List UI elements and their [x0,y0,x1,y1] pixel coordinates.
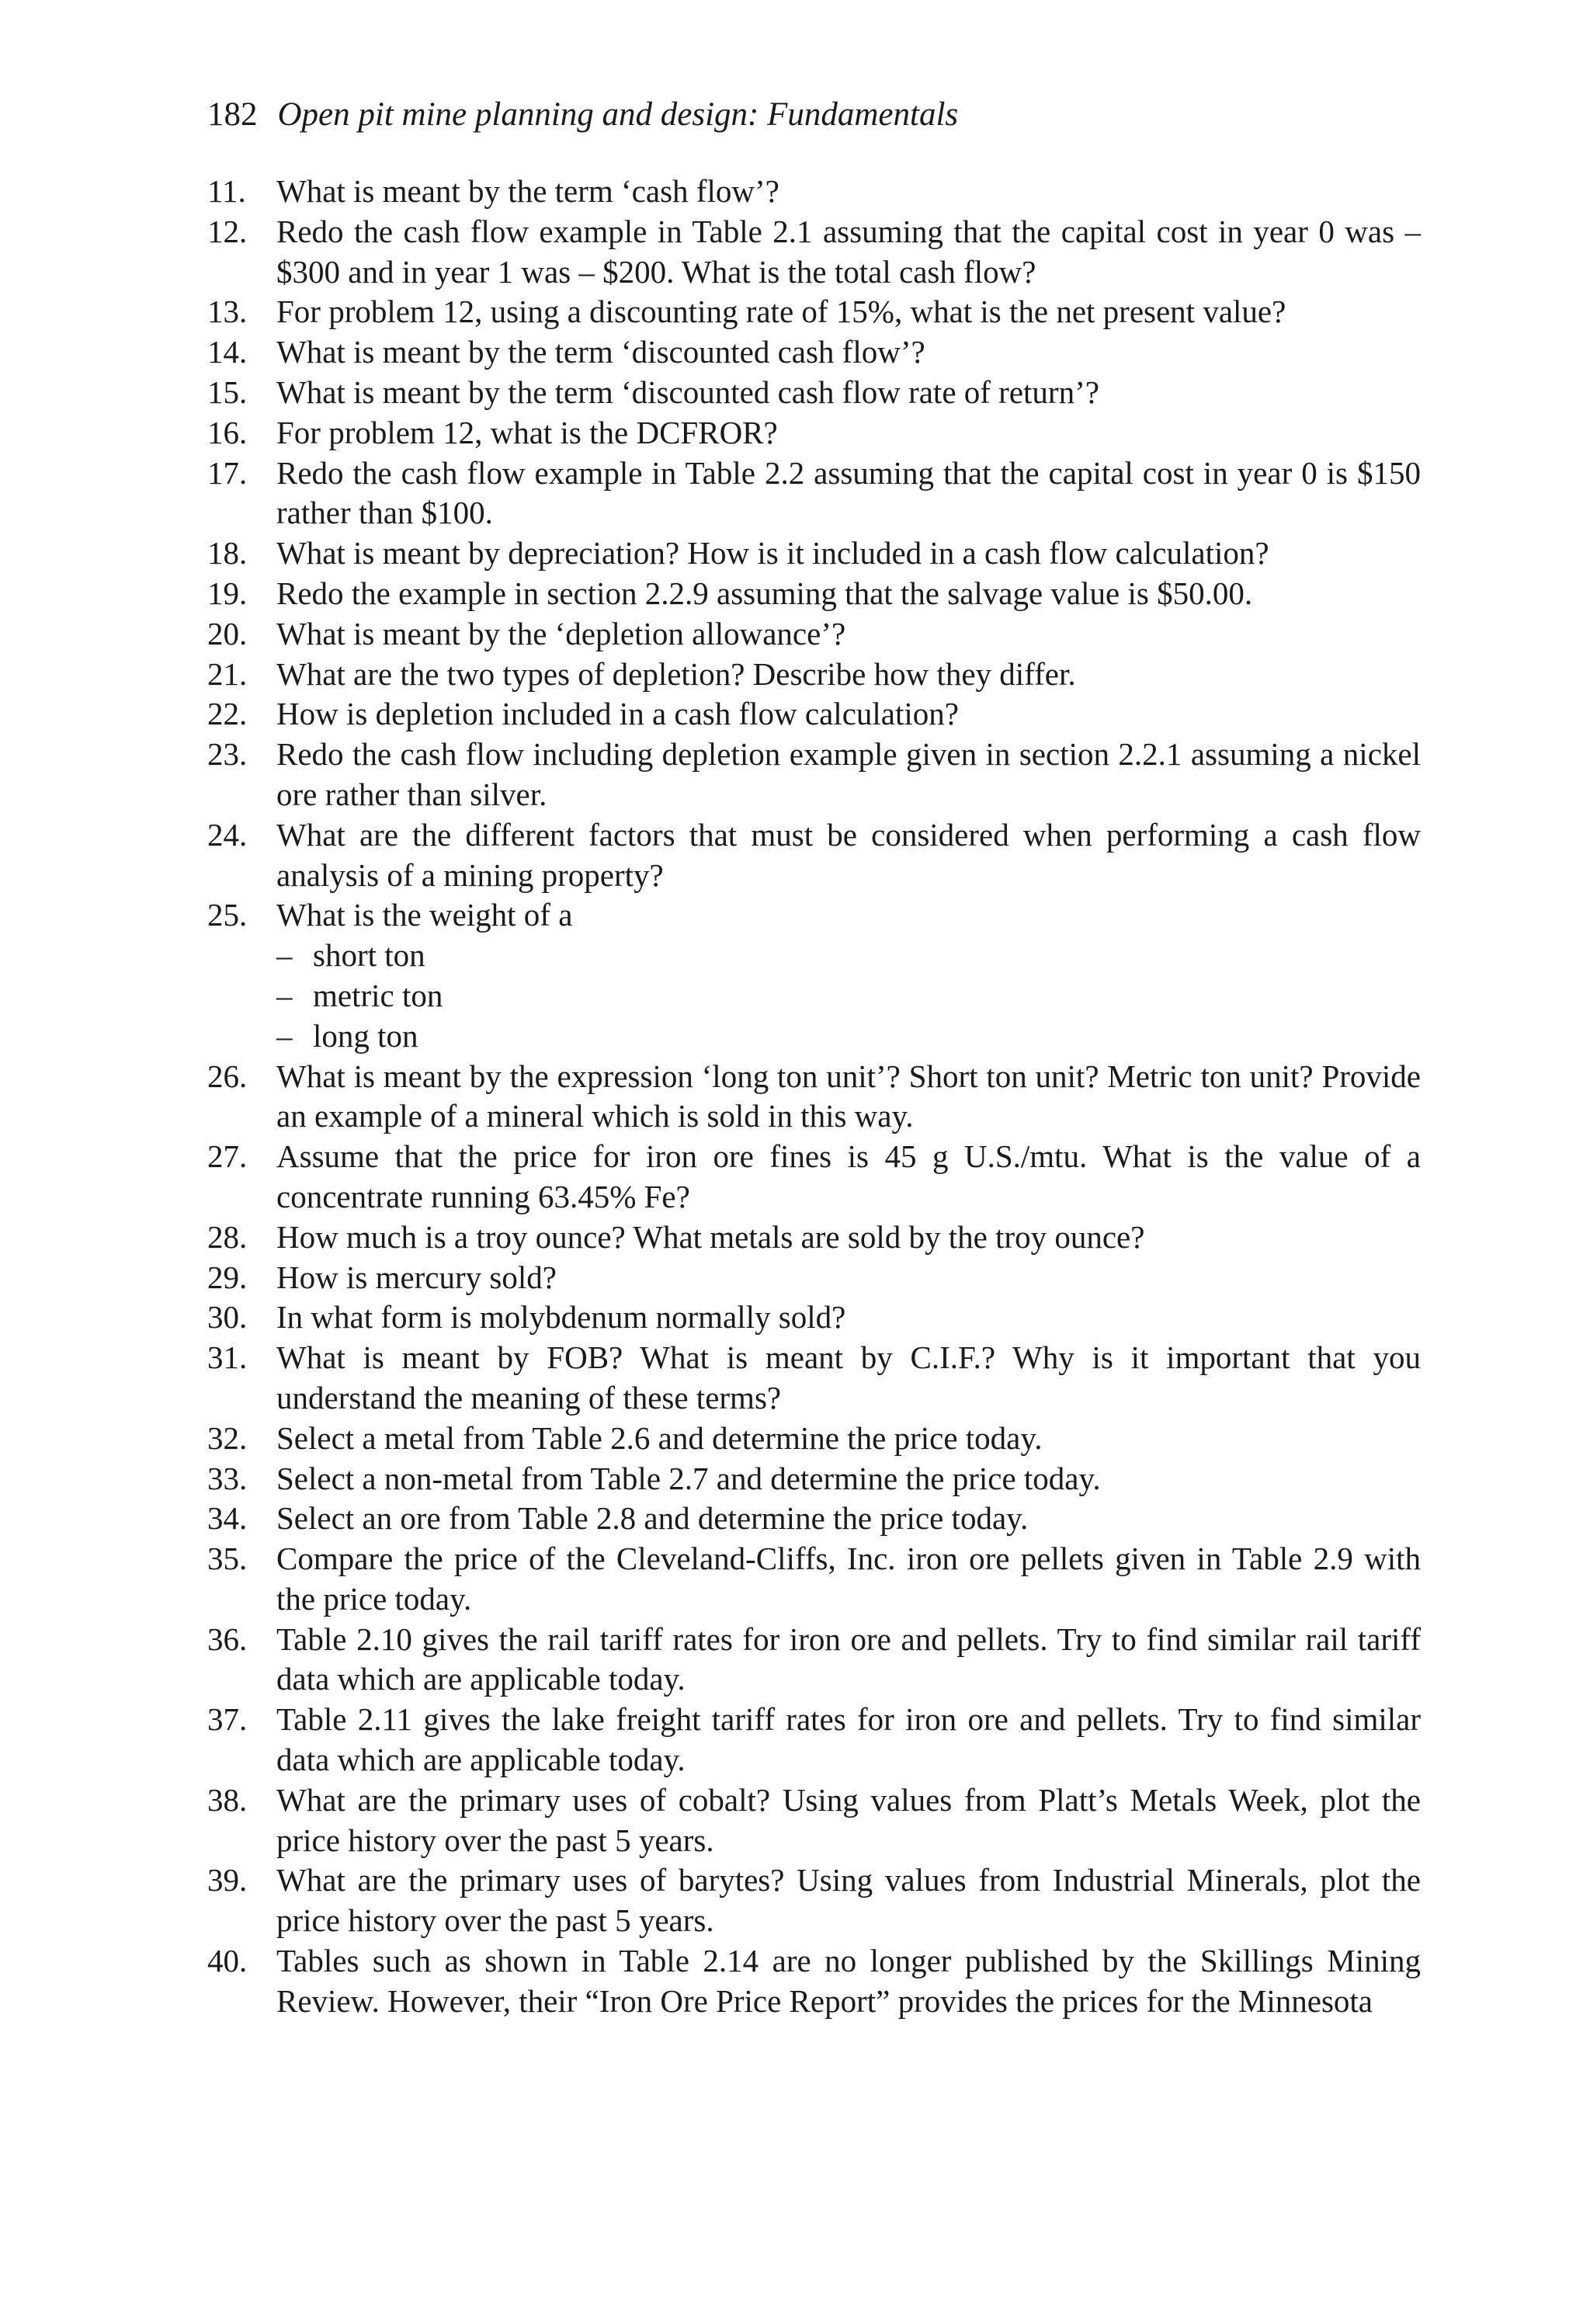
exercise-text: What are the different factors that must be considered when performing a cash flow analysis of a mining property? [276,816,1421,893]
exercise-text: How much is a troy ounce? What metals are sold by the troy ounce? [276,1218,1145,1255]
exercise-text: Redo the cash flow example in Table 2.2 assuming that the capital cost in year 0 is $150 rather than $100. [276,454,1421,531]
exercise-text: Table 2.10 gives the rail tariff rates for iron ore and pellets. Try to find similar rail tariff data which are applicable today. [276,1621,1421,1697]
exercise-item [207,373,1421,413]
exercise-number: 34. [207,1500,248,1537]
exercise-text: Redo the example in section 2.2.9 assuming that the salvage value is $50.00. [276,575,1253,611]
exercise-number: 17. [207,454,248,491]
exercise-number: 40. [207,1943,248,1979]
exercise-item [207,1419,1421,1459]
exercise-item [207,1459,1421,1499]
exercise-item [207,614,1421,655]
exercise-text: For problem 12, what is the DCFROR? [276,414,778,450]
exercise-item [207,453,1421,534]
exercise-text: Compare the price of the Cleveland-Cliffs, Inc. iron ore pellets given in Table 2.9 with the price today. [276,1541,1421,1617]
exercise-item [207,533,1421,574]
exercise-item [207,1780,1421,1861]
exercise-number: 36. [207,1621,248,1657]
exercise-number: 33. [207,1460,248,1496]
exercise-text: Redo the cash flow example in Table 2.1 assuming that the capital cost in year 0 was – $300 and in year 1 was – $200. What is the total cash flow? [276,213,1421,290]
exercise-text: Assume that the price for iron ore fines is 45 g U.S./mtu. What is the value of a concentrate running 63.45% Fe? [276,1138,1421,1214]
exercise-text: Select an ore from Table 2.8 and determine the price today. [276,1500,1029,1537]
exercise-number: 38. [207,1781,248,1818]
exercise-number: 23. [207,736,248,773]
exercise-number: 19. [207,575,248,611]
exercise-number: 21. [207,655,248,692]
exercise-item [207,694,1421,735]
exercise-list [207,172,1421,2022]
exercise-number: 15. [207,373,248,410]
exercise-item [207,655,1421,695]
exercise-item [207,172,1421,212]
exercise-text: Select a metal from Table 2.6 and determine the price today. [276,1419,1043,1456]
exercise-text: What is meant by the ‘depletion allowance’? [276,615,846,651]
exercise-number: 20. [207,615,248,651]
exercise-number: 26. [207,1058,248,1094]
exercise-item [207,895,1421,1056]
exercise-text: Select a non-metal from Table 2.7 and determine the price today. [276,1460,1101,1496]
exercise-text: What is meant by the term ‘cash flow’? [276,173,779,209]
exercise-number: 14. [207,334,248,370]
exercise-text: How is depletion included in a cash flow calculation? [276,696,959,732]
exercise-item [207,1860,1421,1941]
exercise-item [207,815,1421,896]
exercise-item [207,735,1421,815]
book-title [278,96,959,133]
exercise-text: What are the primary uses of barytes? Using values from Industrial Minerals, plot the price history over the past 5 years. [276,1862,1421,1939]
exercise-item [207,1941,1421,2022]
exercise-number: 18. [207,535,248,571]
exercise-number: 32. [207,1419,248,1456]
exercise-number: 12. [207,213,248,249]
exercise-item [207,1057,1421,1138]
exercise-text: How is mercury sold? [276,1259,557,1295]
exercise-number: 24. [207,816,248,853]
exercise-subitem: – long ton [276,1016,1421,1057]
exercise-number: 37. [207,1701,248,1738]
exercise-number: 35. [207,1541,248,1577]
exercise-number: 39. [207,1862,248,1898]
exercise-item [207,292,1421,332]
exercise-text: In what form is molybdenum normally sold? [276,1299,846,1336]
exercise-text: Tables such as shown in Table 2.14 are no longer published by the Skillings Mining Review. However, their “Iron Ore Price Report” provides the prices for the Minnesota [276,1943,1421,2019]
book-title-main: Open pit mine planning and design [277,96,748,133]
exercise-text: What are the primary uses of cobalt? Using values from Platt’s Metals Week, plot the price history over the past 5 years. [276,1781,1421,1858]
book-title-subtitle: Fundamentals [759,96,959,133]
exercise-item [207,212,1421,293]
exercise-text: For problem 12, using a discounting rate of 15%, what is the net present value? [276,294,1286,330]
exercise-number: 22. [207,696,248,732]
exercise-text: What is meant by the term ‘discounted cash flow’? [276,334,925,370]
exercise-item [207,1700,1421,1780]
running-head [207,92,958,138]
exercise-item [207,1137,1421,1218]
exercise-item [207,332,1421,373]
exercise-text: Table 2.11 gives the lake freight tariff rates for iron ore and pellets. Try to find similar data which are applicable today. [276,1701,1421,1778]
exercise-number: 29. [207,1259,248,1295]
exercise-number: 13. [207,294,248,330]
exercise-text: What are the two types of depletion? Describe how they differ. [276,655,1076,692]
exercise-item [207,1338,1421,1419]
exercise-number: 11. [207,173,246,209]
exercise-number: 25. [207,897,248,933]
exercise-item [207,1539,1421,1620]
exercise-text: What is meant by the expression ‘long ton unit’? Short ton unit? Metric ton unit? Provide an example of a mineral which is sold in this way. [276,1058,1421,1134]
exercise-text: What is the weight of a [276,897,573,933]
exercise-number: 30. [207,1299,248,1336]
exercise-number: 16. [207,414,248,450]
exercise-item [207,1499,1421,1539]
exercise-subitem: – short ton [276,936,1421,976]
exercise-text: What is meant by FOB? What is meant by C.I.F.? Why is it important that you understand the meaning of these terms? [276,1339,1421,1416]
exercise-number: 27. [207,1138,248,1175]
page-number: 182 [207,96,258,133]
exercise-number: 28. [207,1218,248,1255]
book-title-separator: : [748,96,759,133]
exercise-text: What is meant by depreciation? How is it included in a cash flow calculation? [276,535,1269,571]
exercise-item [207,1258,1421,1298]
exercise-text: Redo the cash flow including depletion example given in section 2.2.1 assuming a nickel ore rather than silver. [276,736,1421,812]
exercise-item [207,574,1421,614]
exercise-text: What is meant by the term ‘discounted cash flow rate of return’? [276,373,1099,410]
exercise-item [207,1620,1421,1700]
exercise-item [207,1297,1421,1338]
exercise-subitem: – metric ton [276,976,1421,1016]
exercise-item [207,413,1421,453]
exercise-item [207,1218,1421,1258]
exercise-sublist [276,936,1421,1056]
exercise-number: 31. [207,1339,248,1376]
